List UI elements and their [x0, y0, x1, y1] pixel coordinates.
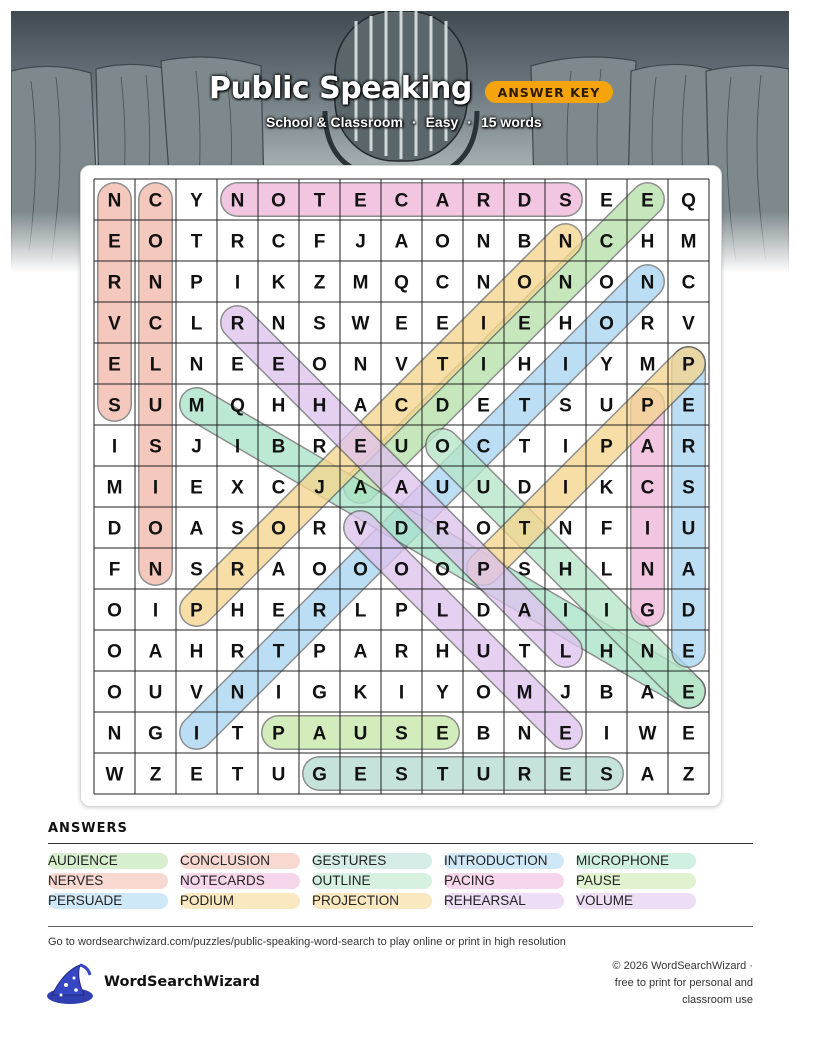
grid-letter: H	[271, 395, 286, 417]
grid-letter: O	[271, 190, 286, 212]
answer-word: PROJECTION	[312, 893, 400, 908]
grid-letter: N	[640, 641, 655, 663]
answer-item	[576, 871, 708, 891]
grid-letter: A	[681, 559, 696, 581]
grid-letter: P	[395, 600, 408, 622]
answer-item	[444, 851, 576, 871]
grid-letter: E	[354, 436, 367, 458]
grid-letter: K	[599, 477, 614, 499]
grid-letter: L	[354, 600, 367, 622]
grid-letter: U	[681, 518, 696, 540]
grid-letter: C	[394, 395, 409, 417]
grid-letter: E	[559, 764, 572, 786]
grid-letter: X	[231, 477, 244, 499]
grid-letter: A	[394, 231, 409, 253]
grid-letter: J	[355, 231, 366, 253]
divider	[48, 843, 753, 844]
grid-letter: L	[600, 559, 613, 581]
answer-item	[576, 851, 708, 871]
grid-letter: O	[476, 518, 491, 540]
grid-letter: P	[272, 723, 285, 745]
grid-letter: A	[271, 559, 286, 581]
grid-letter: U	[476, 764, 491, 786]
grid-letter: I	[562, 354, 569, 376]
answer-word: REHEARSAL	[444, 893, 526, 908]
grid-letter: T	[313, 190, 326, 212]
grid-letter: H	[189, 641, 204, 663]
grid-letter: O	[599, 272, 614, 294]
grid-letter: V	[395, 354, 408, 376]
grid-letter: I	[234, 272, 241, 294]
grid-letter: C	[599, 231, 614, 253]
grid-letter: A	[189, 518, 204, 540]
grid-letter: T	[518, 436, 531, 458]
grid-letter: I	[398, 682, 405, 704]
grid-letter: A	[640, 764, 655, 786]
grid-letter: B	[476, 723, 491, 745]
copyright-line: free to print for personal and	[614, 977, 753, 989]
grid-letter: F	[600, 518, 613, 540]
grid-letter: R	[681, 436, 696, 458]
grid-letter: U	[435, 477, 450, 499]
grid-letter: U	[599, 395, 614, 417]
grid-letter: E	[436, 313, 449, 335]
grid-letter: K	[271, 272, 286, 294]
grid-letter: M	[516, 682, 533, 704]
grid-letter: L	[190, 313, 203, 335]
answer-word: VOLUME	[576, 893, 634, 908]
grid-letter: T	[518, 518, 531, 540]
answer-word: MICROPHONE	[576, 853, 670, 868]
grid-letter: E	[190, 764, 203, 786]
grid-letter: C	[681, 272, 696, 294]
grid-letter: R	[230, 641, 245, 663]
grid-letter: R	[107, 272, 122, 294]
grid-letter: N	[271, 313, 286, 335]
grid-letter: O	[394, 559, 409, 581]
footer-link-text[interactable]: Go to wordsearchwizard.com/puzzles/public-speaking-word-search to play online or print in high resolution	[48, 936, 566, 948]
grid-letter: N	[107, 723, 122, 745]
grid-letter: R	[312, 518, 327, 540]
grid-letter: S	[518, 559, 531, 581]
grid-letter: R	[230, 313, 245, 335]
grid-letter: E	[682, 682, 695, 704]
grid-letter: E	[108, 354, 121, 376]
grid-letter: C	[148, 190, 163, 212]
answer-item	[180, 871, 312, 891]
grid-letter: N	[148, 559, 163, 581]
grid-letter: I	[234, 436, 241, 458]
answer-item	[444, 891, 576, 911]
grid-letter: O	[107, 682, 122, 704]
grid-letter: A	[148, 641, 163, 663]
grid-letter: S	[108, 395, 121, 417]
answer-word: NOTECARDS	[180, 873, 265, 888]
grid-letter: S	[149, 436, 162, 458]
difficulty-label: Easy	[425, 114, 459, 130]
grid-letter: N	[353, 354, 368, 376]
answer-item	[180, 891, 312, 911]
grid-letter: A	[353, 395, 368, 417]
grid-letter: A	[640, 436, 655, 458]
grid-letter: E	[395, 313, 408, 335]
grid-letter: P	[682, 354, 695, 376]
grid-letter: H	[558, 559, 573, 581]
grid-letter: P	[313, 641, 326, 663]
grid-letter: I	[562, 436, 569, 458]
grid-letter: C	[435, 272, 450, 294]
grid-letter: T	[231, 723, 244, 745]
grid-letter: R	[230, 559, 245, 581]
meta-separator: ·	[411, 114, 417, 130]
grid-letter: T	[436, 354, 449, 376]
answer-word: INTRODUCTION	[444, 853, 548, 868]
grid-letter: A	[640, 682, 655, 704]
grid-letter: N	[558, 231, 573, 253]
answer-word: OUTLINE	[312, 873, 371, 888]
grid-letter: I	[111, 436, 118, 458]
grid-letter: P	[190, 600, 203, 622]
grid-letter: G	[312, 682, 327, 704]
grid-letter: P	[477, 559, 490, 581]
copyright-line: classroom use	[682, 994, 753, 1006]
grid-letter: P	[641, 395, 654, 417]
grid-letter: A	[312, 723, 327, 745]
answer-item	[48, 871, 180, 891]
grid-letter: I	[644, 518, 651, 540]
puzzle-meta	[266, 114, 542, 130]
grid-letter: R	[312, 600, 327, 622]
grid-letter: E	[682, 641, 695, 663]
word-search-grid	[94, 179, 709, 794]
grid-letter: Q	[230, 395, 245, 417]
grid-letter: E	[108, 231, 121, 253]
grid-letter: I	[562, 477, 569, 499]
grid-letter: N	[476, 272, 491, 294]
grid-letter: C	[271, 231, 286, 253]
grid-letter: D	[394, 518, 409, 540]
grid-letter: P	[190, 272, 203, 294]
grid-letter: N	[476, 231, 491, 253]
grid-letter: Z	[149, 764, 162, 786]
copyright-notice	[573, 958, 753, 1009]
grid-letter: T	[436, 764, 449, 786]
grid-letter: E	[559, 723, 572, 745]
grid-letter: Y	[190, 190, 203, 212]
grid-letter: V	[354, 518, 367, 540]
grid-letter: N	[640, 272, 655, 294]
grid-letter: R	[435, 518, 450, 540]
grid-letter: Z	[313, 272, 326, 294]
grid-letter: Y	[600, 354, 613, 376]
grid-letter: U	[476, 641, 491, 663]
grid-letter: U	[476, 477, 491, 499]
grid-letter: O	[148, 518, 163, 540]
grid-letter: N	[107, 190, 122, 212]
answer-word: CONCLUSION	[180, 853, 271, 868]
brand-name: WordSearchWizard	[104, 974, 260, 990]
grid-letter: M	[639, 354, 656, 376]
answer-word: PODIUM	[180, 893, 234, 908]
grid-letter: G	[640, 600, 655, 622]
grid-letter: S	[395, 723, 408, 745]
grid-letter: G	[148, 723, 163, 745]
grid-letter: L	[559, 641, 572, 663]
grid-letter: S	[190, 559, 203, 581]
grid-letter: U	[353, 723, 368, 745]
grid-letter: M	[680, 231, 697, 253]
answer-word: NERVES	[48, 873, 104, 888]
grid-letter: L	[436, 600, 449, 622]
grid-letter: S	[682, 477, 695, 499]
answer-word: PAUSE	[576, 873, 621, 888]
answer-item	[48, 891, 180, 911]
grid-letter: E	[477, 395, 490, 417]
grid-letter: O	[271, 518, 286, 540]
grid-letter: I	[193, 723, 200, 745]
grid-letter: T	[190, 231, 203, 253]
answers-list	[48, 851, 768, 911]
grid-letter: E	[272, 600, 285, 622]
meta-separator: ·	[467, 114, 472, 130]
page-title: Public Speaking	[209, 71, 472, 106]
grid-letter: E	[600, 190, 613, 212]
grid-letter: N	[640, 559, 655, 581]
grid-letter: S	[559, 190, 572, 212]
divider	[48, 926, 753, 927]
answer-item	[576, 891, 708, 911]
grid-letter: D	[517, 477, 532, 499]
grid-letter: N	[230, 682, 245, 704]
grid-letter: R	[230, 231, 245, 253]
grid-letter: S	[395, 764, 408, 786]
grid-letter: D	[681, 600, 696, 622]
grid-letter: F	[313, 231, 326, 253]
answer-word: GESTURES	[312, 853, 387, 868]
grid-letter: O	[312, 559, 327, 581]
grid-letter: I	[603, 600, 610, 622]
grid-letter: O	[517, 272, 532, 294]
grid-letter: H	[558, 313, 573, 335]
grid-letter: U	[148, 395, 163, 417]
grid-letter: I	[275, 682, 282, 704]
grid-letter: R	[312, 436, 327, 458]
grid-letter: E	[682, 395, 695, 417]
grid-letter: O	[312, 354, 327, 376]
grid-letter: L	[149, 354, 162, 376]
grid-letter: D	[107, 518, 122, 540]
grid-letter: Y	[436, 682, 449, 704]
grid-letter: H	[599, 641, 614, 663]
grid-letter: K	[353, 682, 368, 704]
grid-letter: H	[640, 231, 655, 253]
grid-letter: N	[558, 272, 573, 294]
letter-layer	[106, 191, 697, 786]
grid-letter: D	[435, 395, 450, 417]
grid-letter: H	[435, 641, 450, 663]
grid-letter: I	[152, 477, 159, 499]
grid-letter: N	[148, 272, 163, 294]
grid-letter: J	[191, 436, 202, 458]
answer-item	[48, 851, 180, 871]
grid-letter: U	[271, 764, 286, 786]
answers-heading: ANSWERS	[48, 821, 128, 836]
grid-letter: I	[152, 600, 159, 622]
grid-letter: E	[518, 313, 531, 335]
grid-letter: M	[188, 395, 205, 417]
grid-letter: D	[517, 190, 532, 212]
grid-letter: W	[105, 764, 124, 786]
grid-letter: R	[517, 764, 532, 786]
grid-letter: I	[562, 600, 569, 622]
grid-letter: D	[476, 600, 491, 622]
grid-letter: I	[480, 354, 487, 376]
grid-letter: R	[476, 190, 491, 212]
grid-letter: O	[107, 641, 122, 663]
grid-letter: M	[352, 272, 369, 294]
grid-letter: N	[230, 190, 245, 212]
answer-item	[312, 871, 444, 891]
grid-letter: C	[271, 477, 286, 499]
grid-letter: A	[353, 641, 368, 663]
grid-letter: H	[230, 600, 245, 622]
answer-word: AUDIENCE	[48, 853, 118, 868]
grid-letter: S	[231, 518, 244, 540]
grid-letter: O	[435, 436, 450, 458]
grid-letter: N	[558, 518, 573, 540]
word-count-label: 15 words	[480, 114, 542, 130]
grid-letter: V	[190, 682, 203, 704]
grid-letter: R	[640, 313, 655, 335]
answer-word: PACING	[444, 873, 495, 888]
grid-letter: O	[599, 313, 614, 335]
grid-letter: E	[641, 190, 654, 212]
grid-letter: M	[106, 477, 123, 499]
grid-letter: E	[354, 190, 367, 212]
grid-letter: H	[312, 395, 327, 417]
grid-letter: N	[189, 354, 204, 376]
category-label: School & Classroom	[266, 114, 403, 130]
grid-letter: W	[638, 723, 657, 745]
grid-letter: A	[394, 477, 409, 499]
answer-key-badge: ANSWER KEY	[485, 81, 613, 103]
grid-letter: O	[107, 600, 122, 622]
grid-letter: U	[148, 682, 163, 704]
grid-letter: R	[394, 641, 409, 663]
answer-item	[444, 871, 576, 891]
grid-letter: V	[108, 313, 121, 335]
grid-letter: C	[476, 436, 491, 458]
grid-letter: U	[394, 436, 409, 458]
grid-letter: C	[394, 190, 409, 212]
grid-letter: Z	[682, 764, 695, 786]
grid-letter: B	[517, 231, 532, 253]
answer-word: PERSUADE	[48, 893, 123, 908]
grid-letter: P	[600, 436, 613, 458]
grid-letter: F	[108, 559, 121, 581]
answer-item	[312, 851, 444, 871]
grid-letter: J	[314, 477, 325, 499]
copyright-line: © 2026 WordSearchWizard ·	[612, 960, 753, 972]
grid-letter: S	[600, 764, 613, 786]
grid-letter: O	[353, 559, 368, 581]
grid-letter: E	[436, 723, 449, 745]
answer-item	[312, 891, 444, 911]
grid-letter: I	[480, 313, 487, 335]
grid-letter: E	[354, 764, 367, 786]
grid-letter: S	[313, 313, 326, 335]
grid-letter: I	[603, 723, 610, 745]
answer-item	[180, 851, 312, 871]
grid-letter: A	[353, 477, 368, 499]
grid-letter: Q	[681, 190, 696, 212]
grid-letter: N	[517, 723, 532, 745]
grid-letter: E	[231, 354, 244, 376]
grid-letter: S	[559, 395, 572, 417]
grid-letter: T	[231, 764, 244, 786]
grid-letter: O	[435, 559, 450, 581]
grid-letter: E	[272, 354, 285, 376]
grid-letter: C	[148, 313, 163, 335]
grid-letter: T	[518, 395, 531, 417]
grid-letter: H	[517, 354, 532, 376]
grid-letter: O	[435, 231, 450, 253]
grid-letter: J	[560, 682, 571, 704]
grid-letter: T	[272, 641, 285, 663]
grid-letter: V	[682, 313, 695, 335]
grid-letter: T	[518, 641, 531, 663]
grid-letter: O	[476, 682, 491, 704]
grid-letter: Q	[394, 272, 409, 294]
grid-letter: A	[517, 600, 532, 622]
grid-letter: B	[599, 682, 614, 704]
grid-letter: C	[640, 477, 655, 499]
wizard-hat-icon	[46, 963, 94, 1005]
grid-letter: O	[148, 231, 163, 253]
grid-letter: E	[190, 477, 203, 499]
grid-letter: W	[351, 313, 370, 335]
grid-letter: G	[312, 764, 327, 786]
grid-letter: B	[271, 436, 286, 458]
grid-letter: E	[682, 723, 695, 745]
grid-letter: A	[435, 190, 450, 212]
